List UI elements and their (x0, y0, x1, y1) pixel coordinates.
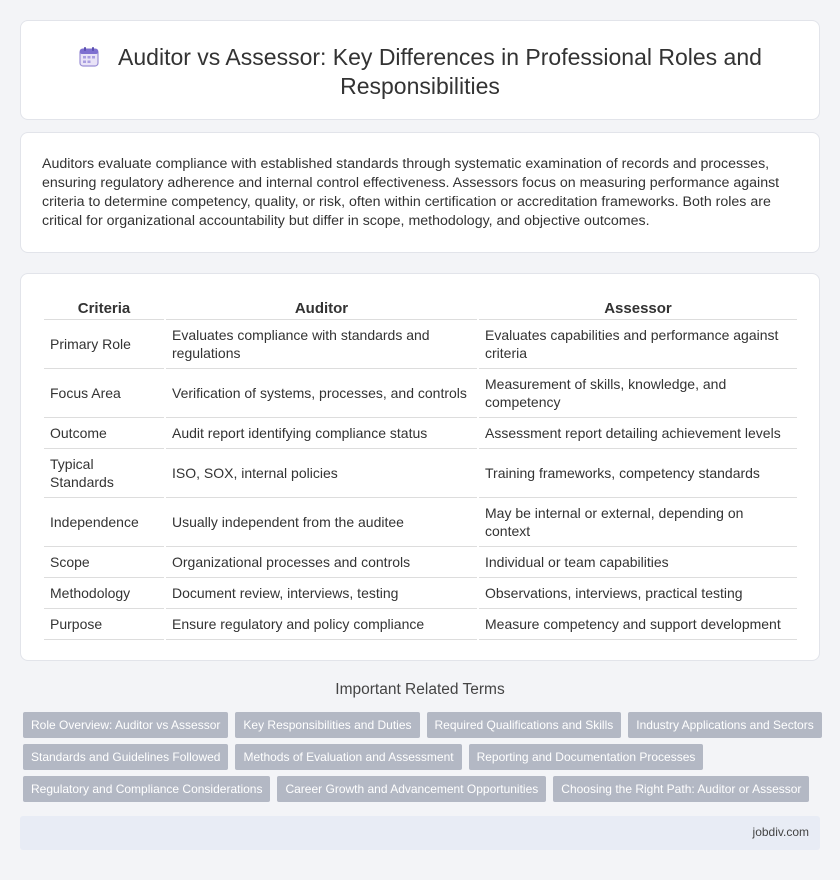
table-cell: Training frameworks, competency standards (479, 449, 797, 498)
related-term-tag[interactable]: Required Qualifications and Skills (427, 712, 622, 738)
table-cell: Document review, interviews, testing (166, 578, 477, 609)
table-cell: Individual or team capabilities (479, 547, 797, 578)
table-cell: Scope (44, 547, 164, 578)
related-term-tag[interactable]: Reporting and Documentation Processes (469, 744, 704, 770)
table-cell: Purpose (44, 609, 164, 640)
related-term-tag[interactable]: Methods of Evaluation and Assessment (235, 744, 461, 770)
comparison-table (42, 296, 799, 640)
table-cell: Organizational processes and controls (166, 547, 477, 578)
table-cell: Verification of systems, processes, and controls (166, 369, 477, 418)
related-term-tag[interactable]: Role Overview: Auditor vs Assessor (23, 712, 228, 738)
table-cell: Observations, interviews, practical testing (479, 578, 797, 609)
table-cell: Measurement of skills, knowledge, and competency (479, 369, 797, 418)
table-row (44, 578, 797, 609)
table-row (44, 320, 797, 369)
table-row (44, 449, 797, 498)
table-cell: Usually independent from the auditee (166, 498, 477, 547)
table-cell: Focus Area (44, 369, 164, 418)
column-header: Assessor (479, 296, 797, 320)
table-cell: Assessment report detailing achievement levels (479, 418, 797, 449)
related-terms-heading: Important Related Terms (335, 681, 505, 698)
table-cell: Measure competency and support development (479, 609, 797, 640)
related-term-tag[interactable]: Key Responsibilities and Duties (235, 712, 419, 738)
table-header-row (44, 296, 797, 320)
related-term-tag[interactable]: Regulatory and Compliance Considerations (23, 776, 270, 802)
table-cell: Methodology (44, 578, 164, 609)
footer (20, 816, 820, 850)
comparison-card (20, 273, 820, 661)
table-cell: Evaluates compliance with standards and regulations (166, 320, 477, 369)
table-cell: Audit report identifying compliance status (166, 418, 477, 449)
table-cell: Typical Standards (44, 449, 164, 498)
calendar-icon (78, 46, 100, 68)
table-cell: Primary Role (44, 320, 164, 369)
related-term-tag[interactable]: Industry Applications and Sectors (628, 712, 821, 738)
table-cell: May be internal or external, depending on context (479, 498, 797, 547)
intro-paragraph: Auditors evaluate compliance with established standards through systematic examination of records and processes, ensuring regulatory adherence and internal control effectiveness. Assessors focus on measuring performance against criteria to determine competency, quality, or risk, often within certification or accreditation frameworks. Both roles are critical for organizational accountability but differ in scope, methodology, and objective outcomes. (42, 156, 780, 229)
related-terms-list (23, 712, 823, 808)
column-header: Criteria (44, 296, 164, 320)
intro-card (20, 132, 820, 253)
table-cell: Evaluates capabilities and performance against criteria (479, 320, 797, 369)
page-title-text: Auditor vs Assessor: Key Differences in Professional Roles and Responsibilities (118, 44, 762, 99)
table-row (44, 418, 797, 449)
table-cell: Ensure regulatory and policy compliance (166, 609, 477, 640)
related-term-tag[interactable]: Career Growth and Advancement Opportunities (277, 776, 546, 802)
table-cell: Outcome (44, 418, 164, 449)
footer-site-link[interactable]: jobdiv.com (752, 825, 809, 839)
table-row (44, 369, 797, 418)
related-term-tag[interactable]: Choosing the Right Path: Auditor or Assessor (553, 776, 809, 802)
table-cell: ISO, SOX, internal policies (166, 449, 477, 498)
related-term-tag[interactable]: Standards and Guidelines Followed (23, 744, 228, 770)
title-card (20, 20, 820, 120)
table-cell: Independence (44, 498, 164, 547)
column-header: Auditor (166, 296, 477, 320)
table-row (44, 498, 797, 547)
page-title (21, 43, 819, 101)
table-row (44, 547, 797, 578)
table-row (44, 609, 797, 640)
